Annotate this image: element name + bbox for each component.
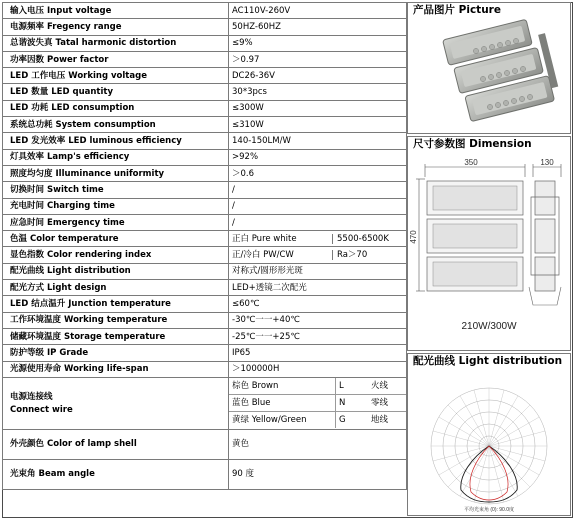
lamp-shell-row: [3, 429, 407, 459]
spec-row: [3, 345, 407, 361]
spec-label-cn: 灯具效率: [10, 152, 45, 163]
spec-row: [3, 68, 407, 84]
dimension-caption: 210W/300W: [461, 321, 517, 332]
connect-wire-row: [3, 377, 407, 429]
dimension-drawing: [409, 157, 565, 347]
spec-label-en: Illuminance uniformity: [55, 168, 165, 179]
spec-row: [3, 84, 407, 100]
spec-row: [3, 182, 407, 198]
spec-label-en: Light distribution: [47, 266, 131, 277]
spec-label: [3, 247, 229, 263]
distribution-note: 平均光束角 (0): 90.0度: [463, 507, 515, 513]
spec-label-en: Input voltage: [47, 5, 112, 16]
dimension-width: 350: [464, 158, 478, 167]
beam-angle-cn: 光束角: [10, 469, 36, 480]
spec-value: AC110V-260V: [229, 3, 407, 19]
picture-title: 产品图片 Picture: [413, 4, 501, 16]
spec-value-secondary: Ra＞70: [332, 250, 367, 260]
spec-row: [3, 51, 407, 67]
spec-label-cn: 工作环境温度: [10, 315, 62, 326]
polar-spoke: [489, 446, 539, 475]
spec-label-cn: 切换时间: [10, 184, 45, 195]
beam-angle-en: Beam angle: [38, 469, 95, 480]
spec-label: [3, 345, 229, 361]
spec-label-en: Fregency range: [47, 21, 122, 32]
picture-panel: [407, 2, 571, 134]
dimension-height: 470: [409, 230, 418, 244]
spec-row: [3, 35, 407, 51]
polar-spoke: [489, 390, 504, 446]
spec-label-en: Emergency time: [47, 217, 125, 228]
spec-row: [3, 280, 407, 296]
spec-label-en: Color temperature: [30, 233, 119, 244]
spec-value-primary: 正白 Pure white: [232, 233, 297, 244]
spec-table-body: [3, 3, 407, 490]
spec-value: 对称式/圆形形光斑: [229, 263, 407, 279]
spec-row: [3, 198, 407, 214]
wire-row: [229, 395, 406, 412]
spec-label-en: Lamp's efficiency: [47, 152, 130, 163]
spec-label-cn: 照度均匀度: [10, 168, 53, 179]
spec-label-en: Working life-span: [64, 364, 149, 375]
spec-label-en: LED luminous efficiency: [68, 136, 182, 147]
spec-value: [229, 231, 407, 247]
wire-color: 黄绿 Yellow/Green: [229, 412, 336, 428]
spec-value: -30℃一一+40℃: [229, 312, 407, 328]
spec-row: [3, 149, 407, 165]
polar-spoke: [474, 390, 489, 446]
spec-label: [3, 3, 229, 19]
wire-code: L: [339, 381, 344, 392]
spec-label-en: Light design: [47, 282, 107, 293]
spec-label-cn: 充电时间: [10, 201, 45, 212]
polar-spoke: [439, 446, 489, 475]
distribution-panel: [407, 353, 571, 516]
spec-value: /: [229, 182, 407, 198]
spec-label-en: IP Grade: [47, 347, 89, 358]
spec-value: 30*3pcs: [229, 84, 407, 100]
spec-label-en: Charging time: [47, 201, 115, 212]
spec-label-en: Switch time: [47, 184, 104, 195]
lamp-shell-cn: 外壳颜色: [10, 439, 45, 450]
wire-code: G: [339, 415, 346, 426]
spec-label-cn: 功率因数: [10, 54, 45, 65]
spec-label: [3, 19, 229, 35]
dimension-panel: [407, 136, 571, 351]
spec-row: [3, 263, 407, 279]
connect-wire-label: [3, 377, 229, 429]
polar-spoke: [460, 396, 489, 446]
spec-label-en: LED consumption: [51, 103, 135, 114]
spec-row: [3, 3, 407, 19]
spec-label-en: System consumption: [55, 119, 156, 130]
spec-label-en: Color rendering index: [47, 250, 152, 261]
spec-label-en: LED quantity: [51, 87, 113, 98]
beam-angle-value: 90 度: [229, 459, 407, 489]
spec-label-cn: 配光方式: [10, 282, 45, 293]
spec-label-cn: 系统总功耗: [10, 119, 53, 130]
spec-value: ＞0.97: [229, 51, 407, 67]
spec-label-cn: 配光曲线: [10, 266, 45, 277]
spec-label: [3, 100, 229, 116]
polar-spoke: [489, 405, 530, 446]
spec-label-cn: 色温: [10, 233, 28, 244]
spec-value: LED+透镜二次配光: [229, 280, 407, 296]
spec-row: [3, 100, 407, 116]
spec-value-primary: 正/冷白 PW/CW: [232, 250, 294, 261]
polar-spoke: [439, 417, 489, 446]
polar-spoke: [489, 446, 545, 461]
connect-wire-en: Connect wire: [10, 404, 73, 415]
wire-color: 蓝色 Blue: [229, 395, 336, 411]
spec-label-cn: 储藏环境温度: [10, 331, 62, 342]
spec-value: 50HZ-60HZ: [229, 19, 407, 35]
spec-row: [3, 165, 407, 181]
spec-row: [3, 133, 407, 149]
spec-label: [3, 214, 229, 230]
product-photo: [413, 21, 565, 131]
spec-value-secondary: 5500-6500K: [332, 234, 389, 244]
spec-label-en: Storage temperature: [64, 331, 166, 342]
spec-label: [3, 51, 229, 67]
spec-label-cn: LED 发光效率: [10, 136, 66, 147]
spec-table: [2, 2, 407, 490]
polar-spoke: [489, 431, 545, 446]
spec-label: [3, 198, 229, 214]
spec-row: [3, 247, 407, 263]
polar-spoke: [448, 405, 489, 446]
beam-angle-row: [3, 459, 407, 489]
spec-label-en: Power factor: [47, 54, 109, 65]
polar-spoke: [433, 446, 489, 461]
wire-name: 零线: [371, 398, 389, 409]
lamp-shell-en: Color of lamp shell: [47, 439, 137, 450]
dimension-depth: 130: [540, 158, 554, 167]
spec-label: [3, 165, 229, 181]
spec-label: [3, 312, 229, 328]
spec-label: [3, 361, 229, 377]
wire-row: [229, 412, 406, 428]
spec-value: 140-150LM/W: [229, 133, 407, 149]
spec-label: [3, 182, 229, 198]
spec-label-cn: LED 工作电压: [10, 70, 66, 81]
spec-value: ≤60℃: [229, 296, 407, 312]
spec-label-cn: 显色指数: [10, 250, 45, 261]
spec-value: ＞0.6: [229, 165, 407, 181]
spec-value: DC26-36V: [229, 68, 407, 84]
spec-label: [3, 263, 229, 279]
beam-angle-label: [3, 459, 229, 489]
spec-value: -25℃一一+25℃: [229, 328, 407, 344]
spec-value: /: [229, 198, 407, 214]
connect-wire-cn: 电源连接线: [10, 391, 53, 402]
wire-color: 棕色 Brown: [229, 378, 336, 394]
polar-spoke: [460, 446, 489, 496]
distribution-title: 配光曲线 Light distribution: [413, 355, 563, 367]
spec-row: [3, 312, 407, 328]
spec-label-cn: LED 数量: [10, 87, 49, 98]
wire-code: N: [339, 398, 346, 409]
spec-value: /: [229, 214, 407, 230]
spec-label: [3, 117, 229, 133]
spec-row: [3, 19, 407, 35]
spec-label-cn: LED 功耗: [10, 103, 49, 114]
spec-label: [3, 280, 229, 296]
spec-label-cn: 光源使用寿命: [10, 364, 62, 375]
spec-row: [3, 361, 407, 377]
dimension-title: 尺寸参数图 Dimension: [413, 138, 532, 150]
spec-row: [3, 231, 407, 247]
spec-value: ≤310W: [229, 117, 407, 133]
polar-distribution-chart: [413, 374, 565, 513]
spec-value: ＞100000H: [229, 361, 407, 377]
spec-label: [3, 68, 229, 84]
spec-label: [3, 296, 229, 312]
wire-name: 火线: [371, 381, 389, 392]
spec-value: IP65: [229, 345, 407, 361]
spec-label: [3, 84, 229, 100]
lamp-shell-value: 黄色: [229, 429, 407, 459]
spec-label-cn: 输入电压: [10, 5, 45, 16]
spec-label-cn: 总谐波失真: [10, 38, 53, 49]
spec-label-en: Working voltage: [68, 70, 147, 81]
connect-wire-values: [229, 377, 407, 429]
spec-label-en: Junction temperature: [68, 298, 171, 309]
spec-label-cn: 电源频率: [10, 21, 45, 32]
spec-label: [3, 231, 229, 247]
spec-row: [3, 296, 407, 312]
lamp-shell-label: [3, 429, 229, 459]
spec-label-cn: 应急时间: [10, 217, 45, 228]
polar-spoke: [489, 446, 518, 496]
polar-spoke: [433, 431, 489, 446]
wire-row: [229, 378, 406, 395]
spec-value: ≤300W: [229, 100, 407, 116]
polar-spoke: [489, 396, 518, 446]
wire-name: 地线: [371, 415, 389, 426]
spec-label: [3, 328, 229, 344]
spec-label: [3, 133, 229, 149]
spec-label-cn: LED 结点温升: [10, 298, 66, 309]
spec-label-cn: 防护等级: [10, 347, 45, 358]
spec-value: [229, 247, 407, 263]
spec-label: [3, 149, 229, 165]
spec-row: [3, 328, 407, 344]
spec-label: [3, 35, 229, 51]
spec-row: [3, 117, 407, 133]
spec-row: [3, 214, 407, 230]
spec-value: >92%: [229, 149, 407, 165]
polar-spoke: [489, 417, 539, 446]
spec-label-en: Working temperature: [64, 315, 168, 326]
spec-value: ≤9%: [229, 35, 407, 51]
spec-label-en: Tatal harmonic distortion: [55, 38, 177, 49]
